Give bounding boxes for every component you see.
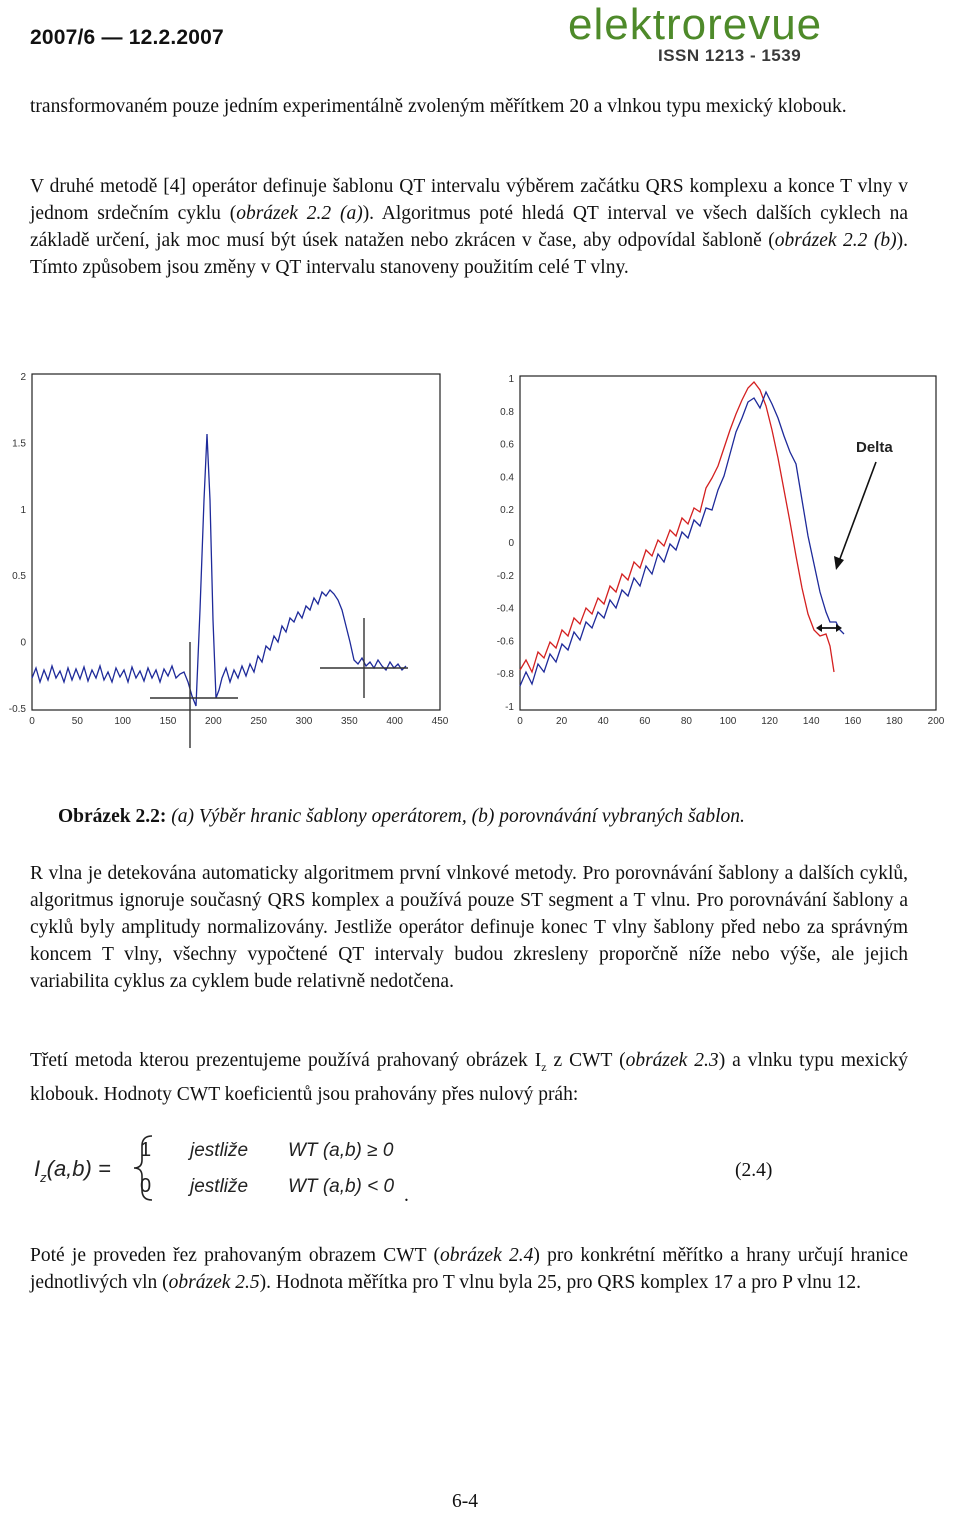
left-x-tick-label: 150 bbox=[159, 716, 177, 727]
left-x-tick-label: 50 bbox=[71, 716, 83, 727]
eq-row1-value: 1 bbox=[140, 1139, 152, 1161]
left-x-tick-label: 0 bbox=[29, 716, 35, 727]
right-y-tick-label: -0.4 bbox=[496, 603, 514, 615]
right-x-tick-label: 40 bbox=[597, 716, 609, 727]
eq-row1-cond: jestliže bbox=[190, 1140, 249, 1161]
left-x-tick-label: 450 bbox=[431, 716, 449, 727]
left-y-tick-label: 2 bbox=[20, 372, 26, 383]
figure-ref: obrázek 2.3 bbox=[625, 1050, 719, 1071]
paragraph-4: Třetí metoda kterou prezentujeme používá prahovaný obrázek $I_z$ z CWT (obrázek 2.3) a vlnku typu mexický klobouk. Hodnoty CWT koeficientů jsou prahovány přes nulový práh: bbox=[30, 1050, 908, 1105]
left-y-tick-label: 1.5 bbox=[12, 438, 26, 450]
right-y-tick-label: 0.8 bbox=[500, 406, 514, 418]
right-y-tick-label: -1 bbox=[505, 702, 514, 713]
right-x-tick-label: 60 bbox=[639, 716, 651, 727]
right-y-tick-label: 0.2 bbox=[500, 505, 514, 517]
equation-2-4 bbox=[32, 1130, 422, 1206]
right-x-tick-label: 200 bbox=[927, 716, 945, 727]
eq-lhs-args: (a,b) = bbox=[46, 1156, 111, 1181]
right-x-tick-label: 80 bbox=[680, 716, 692, 727]
equation-dot: . bbox=[404, 1185, 409, 1206]
left-y-tick-label: 0.5 bbox=[12, 571, 26, 583]
figure-2-2 bbox=[0, 360, 960, 800]
logo-wordmark: elektrorevue bbox=[568, 0, 823, 49]
delta-label: Delta bbox=[856, 439, 893, 456]
eq-lhs: I bbox=[34, 1156, 41, 1181]
left-x-tick-label: 400 bbox=[386, 716, 404, 727]
figure-ref: obrázek 2.2 (a) bbox=[236, 203, 363, 224]
right-y-tick-label: 0.6 bbox=[500, 439, 514, 451]
right-y-tick-label: 0 bbox=[508, 538, 514, 549]
issue-date: 2007/6 — 12.2.2007 bbox=[30, 26, 224, 49]
caption-label: Obrázek 2.2: bbox=[58, 806, 167, 827]
paragraph-2: V druhé metodě [4] operátor definuje šablonu QT intervalu výběrem začátku QRS komplexu a konce T vlny v jednom srdečním cyklu (obrázek 2.2 (a)). Algoritmus poté hledá QT interval ve všech dalších cyklech na základě určení, jak moc musí být úsek natažen nebo zkrácen v čase, aby odpovídal šabloně (obrázek 2.2 (b)). Tímto způsobem jsou změny v QT intervalu stanoveny použitím celé T vlny. bbox=[30, 176, 908, 278]
template-signal bbox=[520, 392, 844, 686]
equation-number: (2.4) bbox=[735, 1160, 773, 1181]
left-x-tick-label: 350 bbox=[340, 716, 358, 727]
paragraph-5: Poté je proveden řez prahovaným obrazem CWT (obrázek 2.4) pro konkrétní měřítko a hrany určují hranice jednotlivých vln (obrázek 2.5). Hodnota měřítka pro T vlnu byla 25, pro QRS komplex 17 a pro P vlnu 12. bbox=[30, 1245, 908, 1293]
right-x-tick-label: 180 bbox=[886, 716, 903, 727]
eq-lhs-sub: z bbox=[40, 1170, 47, 1185]
right-y-tick-label: -0.6 bbox=[496, 636, 514, 648]
page-number: 6-4 bbox=[452, 1491, 478, 1512]
figure-ref: obrázek 2.5 bbox=[168, 1272, 260, 1293]
figure-caption bbox=[58, 806, 745, 828]
matched-signal bbox=[520, 382, 834, 672]
right-x-tick-label: 20 bbox=[556, 716, 568, 727]
svg-text:Iz(a,b) = bbox=[34, 1156, 111, 1185]
paragraph-3: R vlna je detekována automaticky algoritmem první vlnkové metody. Pro porovnávání šablony a dalších cyklů, algoritmus ignoruje současný QRS komplex a používá pouze ST segment a T vlnu. Pro porovnávání šablony a cyklů byly amplitudy normalizovány. Jestliže operátor definuje konec T vlny šablony před nebo za správným koncem T vlny, všechny vypočtené QT intervaly budou zkresleny proporčně níže nebo výše, ale jejich variabilita cyklus za cyklem bude relativně nedotčena. bbox=[30, 863, 908, 992]
right-x-tick-label: 120 bbox=[761, 716, 778, 727]
figure-ref: obrázek 2.2 (b) bbox=[774, 230, 897, 251]
paragraph-1: transformovaném pouze jedním experimentálně zvoleným měřítkem 20 a vlnkou typu mexický klobouk. bbox=[30, 96, 847, 117]
right-x-tick-label: 140 bbox=[802, 716, 820, 727]
eq-row1-expr: WT (a,b) ≥ 0 bbox=[288, 1140, 394, 1161]
eq-row2-expr: WT (a,b) < 0 bbox=[288, 1176, 395, 1197]
eq-row2-value: 0 bbox=[140, 1175, 152, 1197]
subscript-z: z bbox=[541, 1059, 547, 1074]
left-x-tick-label: 300 bbox=[295, 716, 313, 727]
panel-a bbox=[9, 372, 449, 748]
figure-ref: obrázek 2.4 bbox=[439, 1245, 534, 1266]
issn-label: ISSN 1213 - 1539 bbox=[658, 46, 802, 65]
caption-text: (a) Výběr hranic šablony operátorem, (b) porovnávání vybraných šablon. bbox=[166, 806, 745, 827]
delta-span-head-left bbox=[816, 624, 822, 632]
right-x-tick-label: 160 bbox=[844, 716, 862, 727]
left-y-tick-label: -0.5 bbox=[8, 704, 26, 715]
right-y-tick-label: -0.2 bbox=[496, 570, 514, 582]
left-y-tick-label: 0 bbox=[20, 637, 26, 649]
left-x-tick-label: 100 bbox=[114, 716, 132, 727]
panel-b bbox=[497, 374, 945, 727]
right-y-tick-label: 0.4 bbox=[500, 472, 514, 484]
eq-row2-cond: jestliže bbox=[190, 1176, 249, 1197]
left-y-tick-label: 1 bbox=[20, 504, 26, 516]
elektrorevue-logo bbox=[568, 0, 908, 68]
right-y-tick-label: 1 bbox=[508, 374, 514, 385]
right-x-tick-label: 0 bbox=[517, 716, 523, 727]
right-y-tick-label: -0.8 bbox=[496, 669, 514, 681]
delta-arrow-head bbox=[834, 556, 844, 570]
ecg-signal bbox=[32, 434, 406, 706]
left-x-tick-label: 250 bbox=[250, 716, 268, 727]
left-x-tick-label: 200 bbox=[204, 716, 222, 727]
right-x-tick-label: 100 bbox=[719, 716, 737, 727]
delta-arrow bbox=[838, 462, 876, 564]
